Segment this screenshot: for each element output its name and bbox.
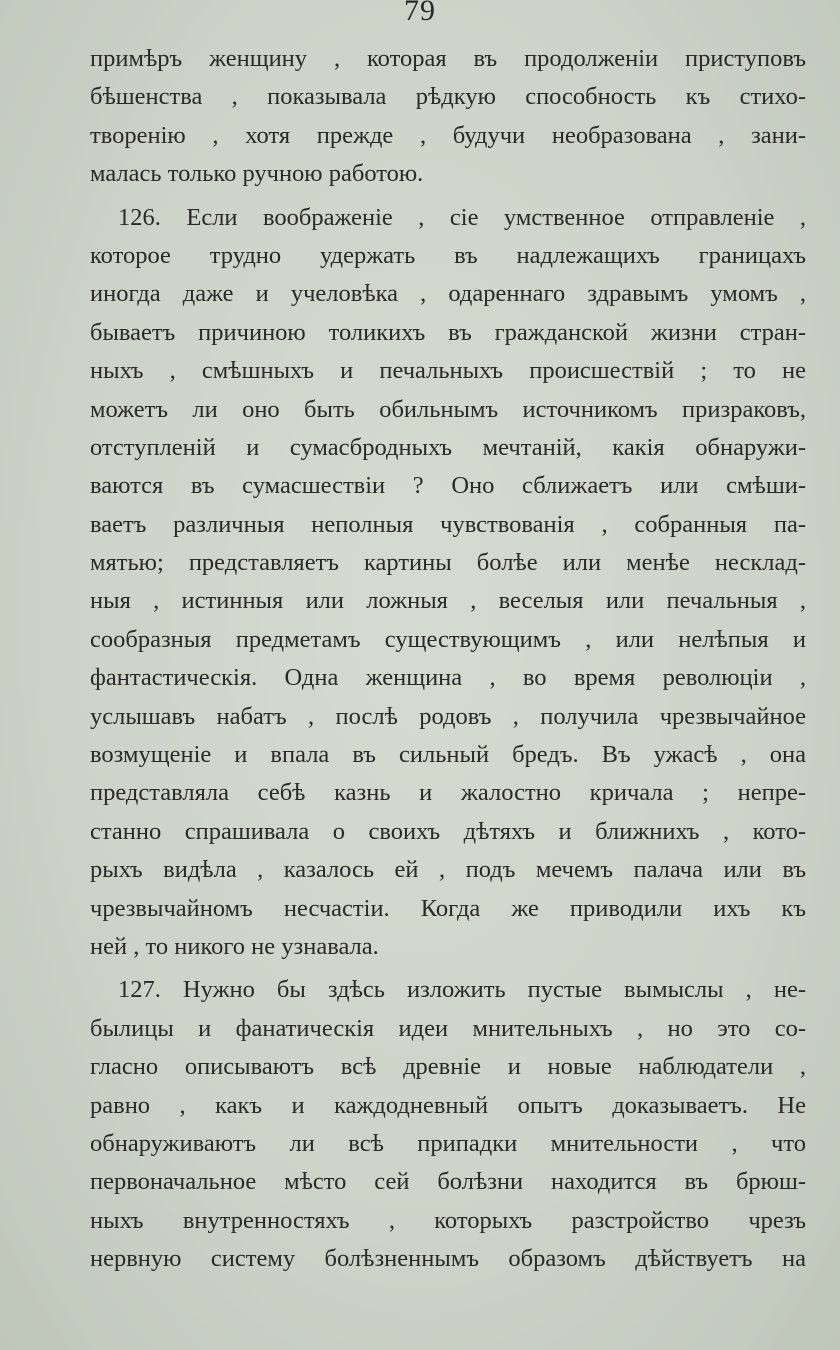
text-line: примѣръ женщину , которая въ продолженіи приступовъ — [90, 45, 806, 72]
text-line: услышавъ набатъ , послѣ родовъ , получила чрезвычайное — [90, 702, 806, 730]
text-line: 127. Нужно бы здѣсь изложить пустые вымыслы , не- — [118, 976, 806, 1004]
text-line: 126. Если воображеніе , сіе умственное отправленіе , — [118, 203, 806, 231]
text-line: рыхъ видѣла , казалось ей , подъ мечемъ палача или въ — [90, 856, 806, 884]
paragraph — [90, 40, 806, 194]
text-line: представляла себѣ казнь и жалостно кричала ; непре- — [90, 779, 806, 807]
text-line: можетъ ли оно быть обильнымъ источникомъ призраковъ, — [90, 395, 806, 423]
text-line: первоначальное мѣсто сей болѣзни находится въ брюш- — [90, 1168, 806, 1196]
text-line: станно спрашивала о своихъ дѣтяхъ и ближнихъ , кото- — [90, 817, 806, 845]
page-number: 79 — [404, 0, 436, 27]
text-line: ней , то никого не узнавала. — [90, 932, 379, 960]
text-line: которое трудно удержать въ надлежащихъ границахъ — [90, 241, 806, 269]
text-line: ваются въ сумасшествіи ? Оно сближаетъ или смѣши- — [90, 472, 806, 500]
text-line: ныя , истинныя или ложныя , веселыя или печальныя , — [90, 587, 806, 615]
text-line: малась только ручною работою. — [90, 160, 424, 188]
page-text — [90, 40, 806, 1279]
text-line: бываетъ причиною толикихъ въ гражданской жизни стран- — [90, 318, 806, 346]
text-line: чрезвычайномъ несчастіи. Когда же приводили ихъ къ — [90, 894, 806, 922]
text-line: былицы и фанатическія идеи мнительныхъ , но это со- — [90, 1014, 806, 1042]
text-line: бѣшенства , показывала рѣдкую способность къ стихо- — [90, 83, 806, 111]
text-line: нервную систему болѣзненнымъ образомъ дѣйствуетъ на — [90, 1245, 806, 1273]
text-line: возмущеніе и впала въ сильный бредъ. Въ ужасѣ , она — [90, 741, 806, 769]
text-line: ваетъ различныя неполныя чувствованія , собранныя па- — [90, 510, 806, 538]
text-line: иногда даже и учеловѣка , одареннаго здравымъ умомъ , — [90, 280, 806, 308]
text-line: фантастическія. Одна женщина , во время революціи , — [90, 664, 806, 692]
paragraph — [90, 971, 806, 1278]
text-line: обнаруживаютъ ли всѣ припадки мнительности , что — [90, 1129, 806, 1157]
text-line: гласно описываютъ всѣ древніе и новые наблюдатели , — [90, 1053, 806, 1081]
text-line: творенію , хотя прежде , будучи необразована , зани- — [90, 121, 806, 149]
text-line: ныхъ , смѣшныхъ и печальныхъ происшествій ; то не — [90, 357, 806, 385]
paragraph — [90, 199, 806, 967]
text-line: ныхъ внутренностяхъ , которыхъ разстройство чрезъ — [90, 1206, 806, 1234]
text-line: отступленій и сумасбродныхъ мечтаній, какія обнаружи- — [90, 433, 806, 461]
text-line: мятью; представляетъ картины болѣе или менѣе несклад- — [90, 549, 806, 577]
text-line: равно , какъ и каждодневный опытъ доказываетъ. Не — [90, 1091, 806, 1119]
text-line: сообразныя предметамъ существующимъ , или нелѣпыя и — [90, 625, 806, 653]
